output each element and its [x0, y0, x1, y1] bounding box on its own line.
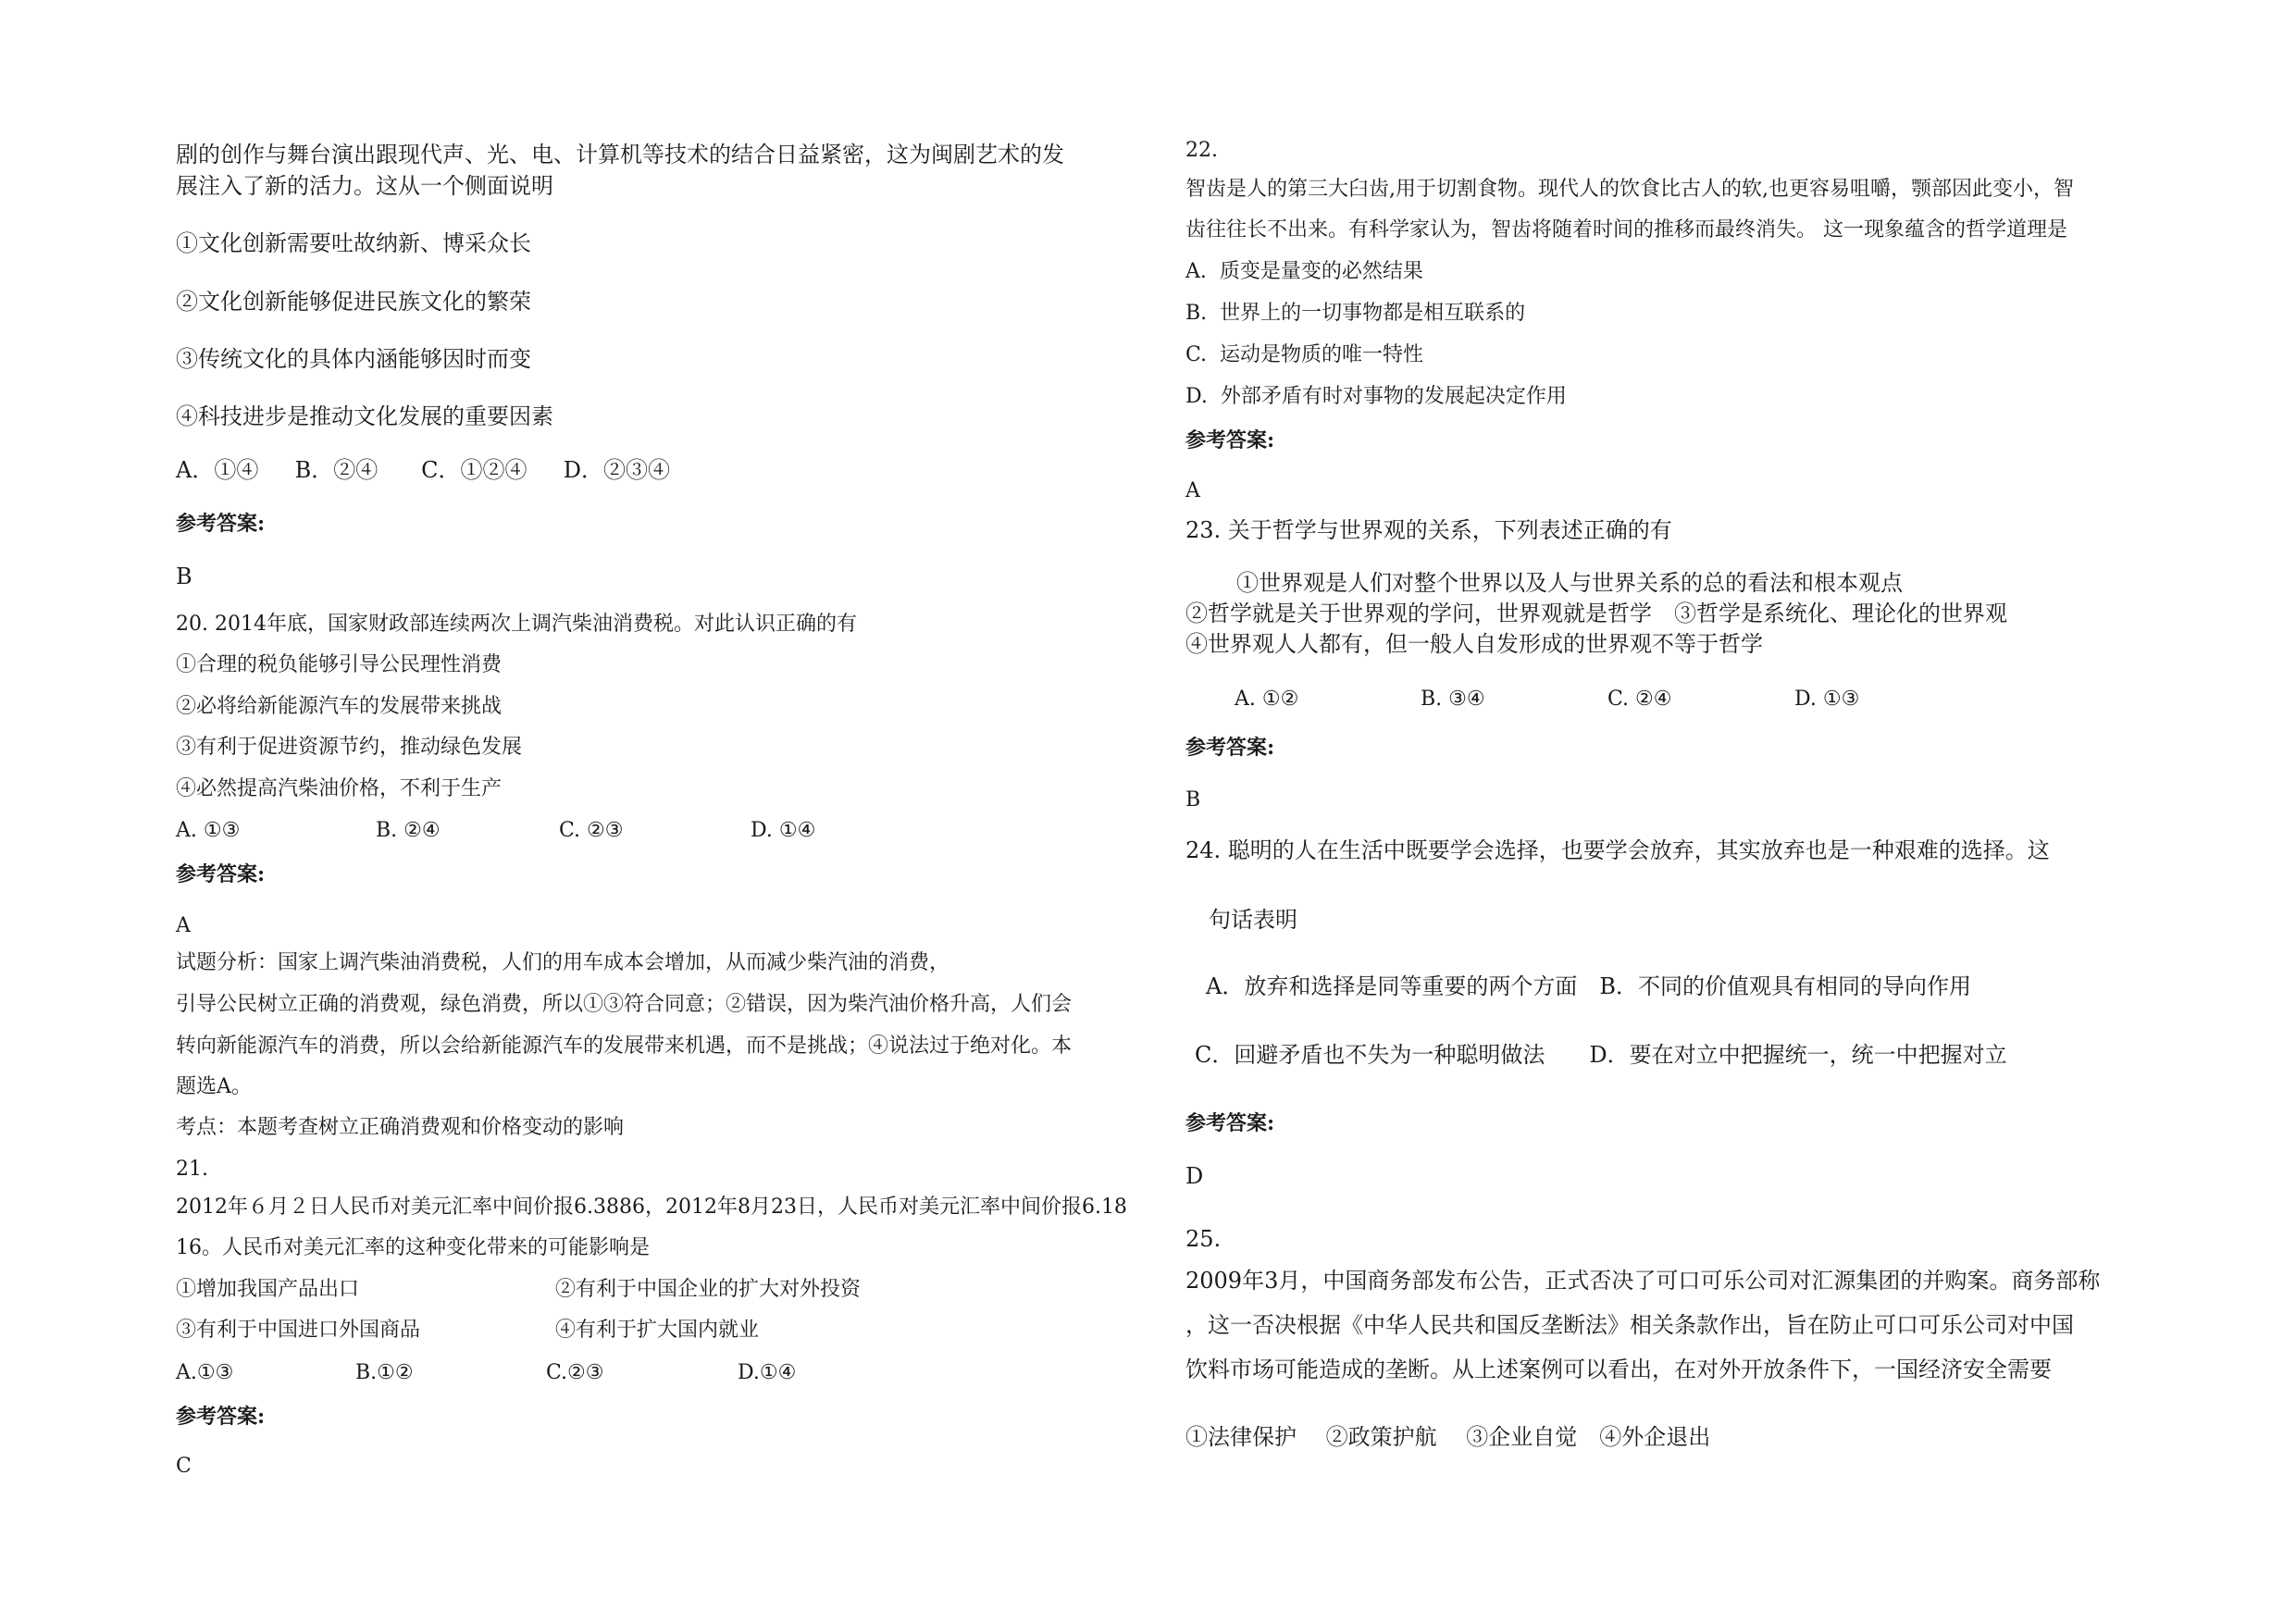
q22-number: 22.: [1185, 139, 1218, 162]
q21-choice-c: C.②③: [546, 1361, 604, 1384]
q20-option-2: ②必将给新能源汽车的发展带来挑战: [176, 695, 503, 718]
q19-choices: A．①④ B．②④ C．①②④ D．②③④: [176, 457, 670, 483]
q19-option-4: ④科技进步是推动文化发展的重要因素: [176, 403, 553, 429]
q21-option-2: ②有利于中国企业的扩大对外投资: [555, 1278, 862, 1301]
q22-option-a: A. 质变是量变的必然结果: [1185, 260, 1423, 283]
q25-stem-line-2: ，这一否决根据《中华人民共和国反垄断法》相关条款作出，旨在防止可口可乐公司对中国: [1185, 1312, 2074, 1338]
q22-answer: A: [1185, 479, 1200, 502]
q20-stem: 20. 2014年底，国家财政部连续两次上调汽柴油消费税。对此认识正确的有: [176, 613, 857, 636]
q20-choice-b: B. ②④: [376, 819, 441, 842]
q21-choice-b: B.①②: [355, 1361, 414, 1384]
q24-options-ab: A．放弃和选择是同等重要的两个方面 B．不同的价值观具有相同的导向作用: [1206, 973, 1971, 999]
q23-answer-label: 参考答案:: [1185, 736, 1275, 760]
q20-choice-c: C. ②③: [559, 819, 624, 842]
q24-stem-line-1: 24. 聪明的人在生活中既要学会选择，也要学会放弃，其实放弃也是一种艰难的选择。这: [1185, 837, 2050, 863]
q19-option-2: ②文化创新能够促进民族文化的繁荣: [176, 289, 531, 315]
q21-choice-d: D.①④: [738, 1361, 797, 1384]
q20-answer-label: 参考答案:: [176, 862, 266, 886]
q21-option-4: ④有利于扩大国内就业: [555, 1319, 760, 1342]
q21-number: 21.: [176, 1158, 208, 1181]
q21-stem-line-1: 2012年６月２日人民币对美元汇率中间价报6.3886，2012年8月23日，人民币对美元汇率中间价报6.18: [176, 1196, 1127, 1219]
q21-answer: C: [176, 1455, 192, 1478]
q19-option-3: ③传统文化的具体内涵能够因时而变: [176, 346, 531, 372]
q24-answer: D: [1185, 1163, 1204, 1189]
q25-options: ①法律保护 ②政策护航 ③企业自觉 ④外企退出: [1185, 1424, 1711, 1450]
q19-answer-label: 参考答案:: [176, 512, 266, 536]
q22-option-b: B. 世界上的一切事物都是相互联系的: [1185, 302, 1526, 325]
q20-explanation-line-1: 试题分析：国家上调汽柴油消费税，人们的用车成本会增加，从而减少柴汽油的消费，: [176, 951, 950, 974]
q19-answer: B: [176, 564, 192, 589]
q20-point: 考点：本题考查树立正确消费观和价格变动的影响: [176, 1116, 625, 1139]
q22-stem-line-2: 齿往往长不出来。有科学家认为，智齿将随着时间的推移而最终消失。 这一现象蕴含的哲学道理是: [1185, 218, 2067, 242]
q25-stem-line-3: 饮料市场可能造成的垄断。从上述案例可以看出，在对外开放条件下，一国经济安全需要: [1185, 1357, 2052, 1382]
q20-explanation-line-3: 转向新能源汽车的消费，所以会给新能源汽车的发展带来机遇，而不是挑战；④说法过于绝对化。本: [176, 1035, 1073, 1058]
q20-option-4: ④必然提高汽柴油价格，不利于生产: [176, 777, 503, 800]
q19-stem-line-2: 展注入了新的活力。这从一个侧面说明: [176, 173, 553, 199]
q19-option-1: ①文化创新需要吐故纳新、博采众长: [176, 230, 531, 256]
q22-option-d: D. 外部矛盾有时对事物的发展起决定作用: [1185, 385, 1567, 408]
q23-option-4: ④世界观人人都有，但一般人自发形成的世界观不等于哲学: [1185, 631, 1763, 657]
q20-option-1: ①合理的税负能够引导公民理性消费: [176, 653, 503, 676]
q25-number: 25.: [1185, 1226, 1222, 1252]
q23-answer: B: [1185, 788, 1201, 812]
q23-option-1: ①世界观是人们对整个世界以及人与世界关系的总的看法和根本观点: [1236, 570, 1903, 596]
q21-stem-line-2: 16。人民币对美元汇率的这种变化带来的可能影响是: [176, 1236, 650, 1259]
q24-options-cd: C．回避矛盾也不失为一种聪明做法 D．要在对立中把握统一，统一中把握对立: [1195, 1042, 2007, 1068]
q22-option-c: C. 运动是物质的唯一特性: [1185, 343, 1424, 366]
q24-stem-line-2: 句话表明: [1209, 907, 1297, 933]
q20-answer: A: [176, 914, 191, 937]
q22-answer-label: 参考答案:: [1185, 428, 1275, 452]
q23-choice-c: C. ②④: [1607, 688, 1672, 711]
q23-option-2-3: ②哲学就是关于世界观的学问，世界观就是哲学 ③哲学是系统化、理论化的世界观: [1185, 601, 2007, 626]
q20-choice-a: A. ①③: [176, 819, 241, 842]
q23-choice-d: D. ①③: [1794, 688, 1860, 711]
q22-stem-line-1: 智齿是人的第三大臼齿,用于切割食物。现代人的饮食比古人的软,也更容易咀嚼，颚部因此变小，智: [1185, 178, 2074, 201]
q19-stem-line-1: 剧的创作与舞台演出跟现代声、光、电、计算机等技术的结合日益紧密，这为闽剧艺术的发: [176, 142, 1064, 167]
q20-explanation-line-2: 引导公民树立正确的消费观，绿色消费，所以①③符合同意；②错误，因为柴汽油价格升高，人们会: [176, 993, 1073, 1016]
q23-stem: 23. 关于哲学与世界观的关系，下列表述正确的有: [1185, 517, 1672, 543]
q20-option-3: ③有利于促进资源节约，推动绿色发展: [176, 736, 523, 759]
q24-answer-label: 参考答案:: [1185, 1111, 1275, 1135]
q20-explanation-line-4: 题选A。: [176, 1075, 252, 1098]
q23-choice-b: B. ③④: [1421, 688, 1485, 711]
q21-option-3: ③有利于中国进口外国商品: [176, 1319, 421, 1342]
q25-stem-line-1: 2009年3月，中国商务部发布公告，正式否决了可口可乐公司对汇源集团的并购案。商务部称: [1185, 1268, 2101, 1294]
q21-option-1: ①增加我国产品出口: [176, 1278, 360, 1301]
q21-answer-label: 参考答案:: [176, 1405, 266, 1429]
q21-choice-a: A.①③: [176, 1361, 234, 1384]
q20-choice-d: D. ①④: [751, 819, 816, 842]
q23-choice-a: A. ①②: [1235, 688, 1299, 711]
